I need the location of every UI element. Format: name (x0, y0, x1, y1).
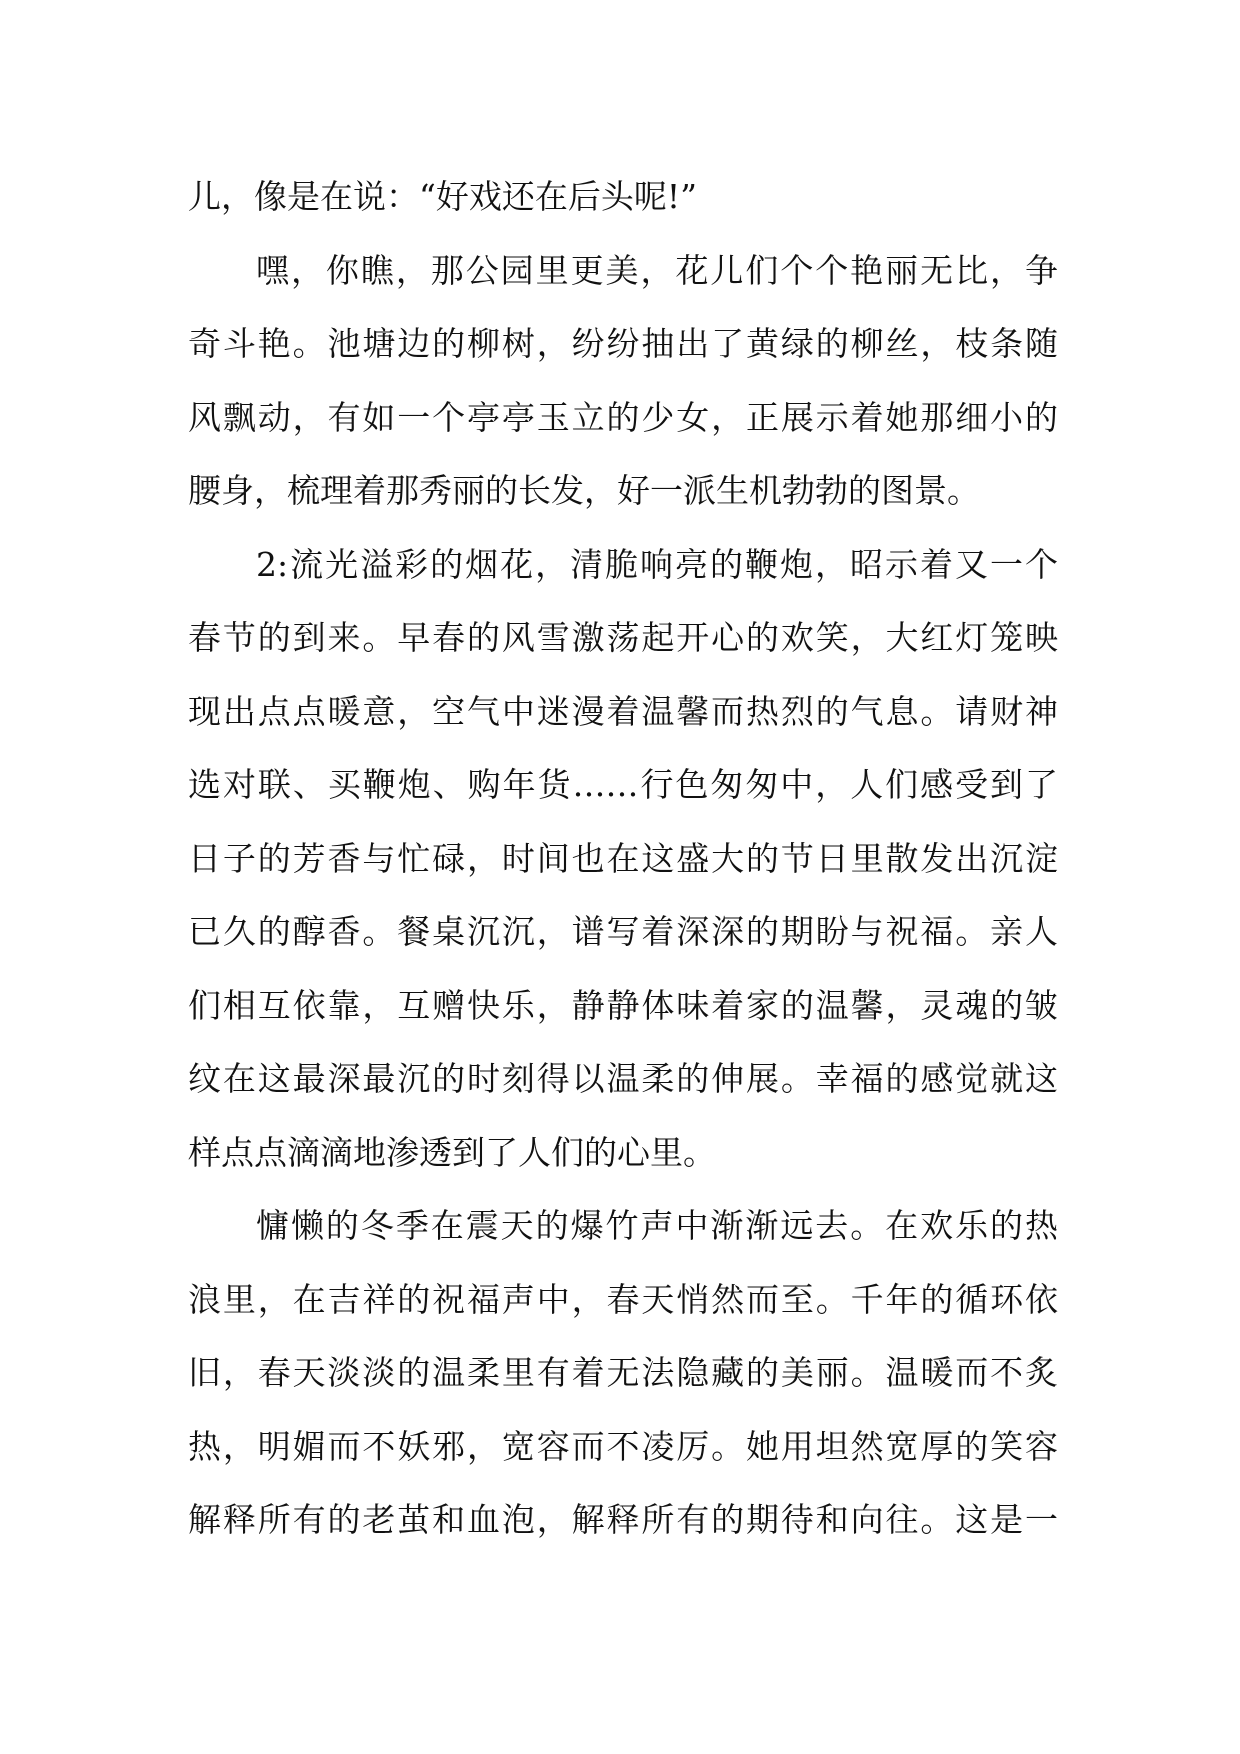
document-body (188, 160, 1058, 1557)
text-line: 样点点滴滴地渗透到了人们的心里。 (188, 1132, 716, 1172)
text-line: 旧，春天淡淡的温柔里有着无法隐藏的美丽。温暖而不炙 (188, 1353, 1058, 1392)
text-line: 已久的醇香。餐桌沉沉，谱写着深深的期盼与祝福。亲人 (188, 912, 1058, 951)
text-line: 热，明媚而不妖邪，宽容而不凌厉。她用坦然宽厚的笑容 (188, 1426, 1058, 1466)
text-line: 现出点点暖意，空气中迷漫着温馨而热烈的气息。请财神 (188, 691, 1058, 731)
text-line: 选对联、买鞭炮、购年货……行色匆匆中，人们感受到了 (188, 765, 1058, 804)
text-line: 儿，像是在说：“好戏还在后头呢!” (188, 177, 698, 216)
text-line: 2:流光溢彩的烟花，清脆响亮的鞭炮，昭示着又一个 (256, 544, 1058, 584)
text-line: 解释所有的老茧和血泡，解释所有的期待和向往。这是一 (188, 1500, 1058, 1539)
text-line: 春节的到来。早春的风雪激荡起开心的欢笑，大红灯笼映 (188, 618, 1058, 657)
text-line: 纹在这最深最沉的时刻得以温柔的伸展。幸福的感觉就这 (188, 1059, 1058, 1098)
text-line: 们相互依靠，互赠快乐，静静体味着家的温馨，灵魂的皱 (188, 985, 1058, 1025)
text-line: 风飘动，有如一个亭亭玉立的少女，正展示着她那细小的 (188, 397, 1058, 437)
text-line: 慵懒的冬季在震天的爆竹声中渐渐远去。在欢乐的热 (256, 1206, 1058, 1245)
text-line: 奇斗艳。池塘边的柳树，纷纷抽出了黄绿的柳丝，枝条随 (188, 324, 1058, 363)
text-line: 腰身，梳理着那秀丽的长发，好一派生机勃勃的图景。 (188, 471, 980, 510)
text-line: 浪里，在吉祥的祝福声中，春天悄然而至。千年的循环依 (188, 1279, 1058, 1319)
text-line: 日子的芳香与忙碌，时间也在这盛大的节日里散发出沉淀 (188, 838, 1058, 878)
text-line: 嘿，你瞧，那公园里更美，花儿们个个艳丽无比，争 (256, 250, 1058, 290)
